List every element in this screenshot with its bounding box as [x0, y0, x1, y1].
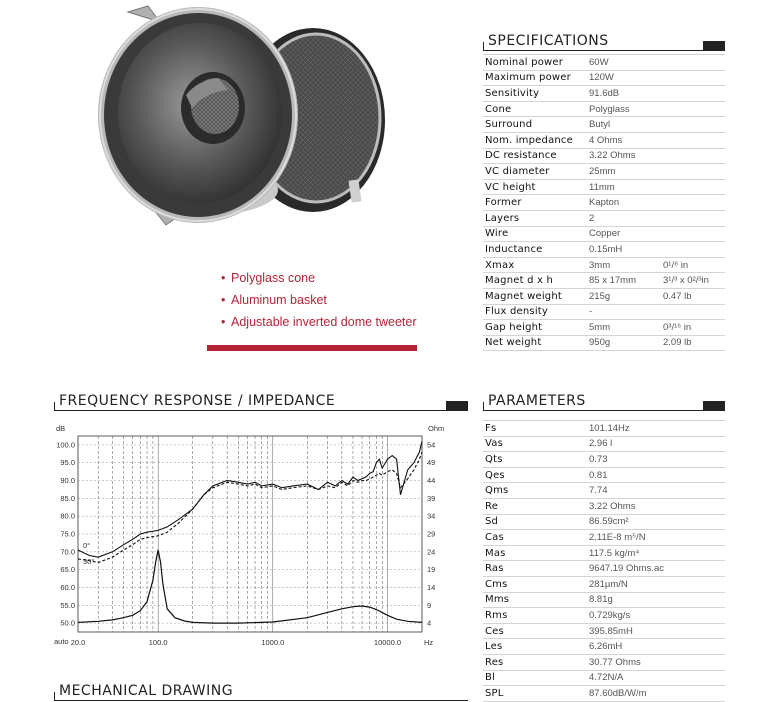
spec-row — [483, 101, 725, 117]
speaker-image — [88, 0, 398, 240]
bullet-icon: • — [221, 293, 226, 307]
parameter-label: Re — [483, 498, 589, 514]
spec-imperial — [663, 132, 725, 148]
spec-imperial: 0¹/⁸ in — [663, 257, 725, 273]
spec-row — [483, 288, 725, 304]
parameter-row — [483, 498, 725, 514]
spec-imperial — [663, 242, 725, 258]
y-tick-label: 100.0 — [56, 440, 75, 450]
parameter-value: 3.22 Ohms — [589, 498, 725, 514]
spec-imperial — [663, 70, 725, 86]
y2-tick-label: 9 — [427, 600, 432, 610]
x-tick-label: 1000.0 — [261, 638, 285, 647]
spec-row — [483, 164, 725, 180]
parameter-value: 101.14Hz — [589, 421, 725, 437]
x-axis-label: Hz — [424, 638, 434, 647]
y-tick-label: 60.0 — [60, 582, 75, 592]
parameter-label: Ces — [483, 623, 589, 639]
parameter-value: 4.72N/A — [589, 670, 725, 686]
parameter-label: Mms — [483, 592, 589, 608]
header-block-icon — [703, 41, 725, 51]
mechanical-header — [54, 680, 468, 701]
spec-row — [483, 304, 725, 320]
parameter-label: Les — [483, 639, 589, 655]
specifications-header — [483, 30, 725, 51]
spec-row — [483, 86, 725, 102]
spec-value: 950g — [589, 335, 663, 351]
parameter-label: Sd — [483, 514, 589, 530]
parameter-row — [483, 467, 725, 483]
y2-tick-label: 49 — [427, 458, 436, 468]
parameters-table — [483, 420, 725, 702]
frequency-title: FREQUENCY RESPONSE / IMPEDANCE — [59, 393, 336, 409]
x-tick-label: 20.0 — [70, 638, 86, 647]
feature-item — [221, 289, 417, 311]
spec-value: 11mm — [589, 179, 663, 195]
spec-label: Magnet d x h — [483, 273, 589, 289]
parameter-value: 6.26mH — [589, 639, 725, 655]
spec-value: 215g — [589, 288, 663, 304]
spec-imperial — [663, 304, 725, 320]
parameter-label: Vas — [483, 436, 589, 452]
spec-label: Net weight — [483, 335, 589, 351]
y-tick-label: 65.0 — [60, 565, 75, 575]
parameter-label: Qes — [483, 467, 589, 483]
parameter-row — [483, 623, 725, 639]
y-tick-label: 80.0 — [60, 511, 75, 521]
parameter-value: 87.60dB/W/m — [589, 686, 725, 702]
y-tick-label: 85.0 — [60, 493, 75, 503]
spec-value: 91.6dB — [589, 86, 663, 102]
spec-imperial — [663, 179, 725, 195]
parameter-label: Res — [483, 654, 589, 670]
specifications-table — [483, 54, 725, 351]
spec-label: DC resistance — [483, 148, 589, 164]
parameter-row — [483, 576, 725, 592]
spec-value: 85 x 17mm — [589, 273, 663, 289]
parameter-row — [483, 561, 725, 577]
frequency-response-chart — [50, 418, 470, 666]
feature-item — [221, 267, 417, 289]
parameter-label: Qms — [483, 483, 589, 499]
features-list — [207, 261, 417, 333]
spec-value: 5mm — [589, 320, 663, 336]
spec-label: Nominal power — [483, 55, 589, 71]
spec-value: 120W — [589, 70, 663, 86]
parameter-label: Ras — [483, 561, 589, 577]
angle-label-0: 0° — [83, 541, 91, 551]
spec-imperial: 0.47 lb — [663, 288, 725, 304]
spec-label: Nom. impedance — [483, 132, 589, 148]
bullet-icon: • — [221, 271, 226, 285]
header-tick — [483, 42, 484, 50]
feature-text: Adjustable inverted dome tweeter — [231, 315, 417, 329]
spec-value: Copper — [589, 226, 663, 242]
angle-label-30: 30° — [83, 556, 95, 566]
spec-value: 60W — [589, 55, 663, 71]
y-tick-label: 50.0 — [60, 618, 75, 628]
spec-imperial: 2.09 lb — [663, 335, 725, 351]
spec-value: - — [589, 304, 663, 320]
spec-imperial — [663, 101, 725, 117]
y2-axis-label: Ohm — [428, 424, 445, 433]
y-tick-label: 75.0 — [60, 529, 75, 539]
parameter-label: Cas — [483, 530, 589, 546]
parameter-row — [483, 608, 725, 624]
spec-row — [483, 226, 725, 242]
spec-label: Sensitivity — [483, 86, 589, 102]
spec-label: Former — [483, 195, 589, 211]
parameter-row — [483, 483, 725, 499]
parameter-value: 8.81g — [589, 592, 725, 608]
parameter-row — [483, 639, 725, 655]
feature-text: Aluminum basket — [231, 293, 327, 307]
parameter-label: Rms — [483, 608, 589, 624]
y-tick-label: 70.0 — [60, 547, 75, 557]
x-tick-label: 100.0 — [148, 638, 168, 647]
spec-row — [483, 117, 725, 133]
spec-label: Magnet weight — [483, 288, 589, 304]
spec-value: 2 — [589, 210, 663, 226]
parameter-value: 30.77 Ohms — [589, 654, 725, 670]
spec-row — [483, 242, 725, 258]
mechanical-title: MECHANICAL DRAWING — [59, 683, 234, 699]
parameter-value: 2.96 l — [589, 436, 725, 452]
x-tick-label: 10000.0 — [373, 638, 402, 647]
parameter-label: Bl — [483, 670, 589, 686]
y-tick-label: 55.0 — [60, 600, 75, 610]
series-line-2 — [78, 550, 422, 623]
spec-value: Polyglass — [589, 101, 663, 117]
y2-tick-label: 4 — [427, 618, 432, 628]
spec-label: Layers — [483, 210, 589, 226]
y2-tick-label: 19 — [427, 565, 436, 575]
parameter-value: 86.59cm² — [589, 514, 725, 530]
spec-row — [483, 132, 725, 148]
features-underline — [207, 345, 417, 351]
y2-tick-label: 39 — [427, 493, 436, 503]
y2-tick-label: 14 — [427, 582, 436, 592]
y2-tick-label: 29 — [427, 529, 436, 539]
spec-imperial — [663, 164, 725, 180]
parameter-value: 7.74 — [589, 483, 725, 499]
spec-value: Kapton — [589, 195, 663, 211]
parameter-value: 117.5 kg/m⁴ — [589, 545, 725, 561]
spec-label: Maximum power — [483, 70, 589, 86]
parameter-row — [483, 545, 725, 561]
feature-item — [221, 311, 417, 333]
spec-row — [483, 70, 725, 86]
spec-value: 3.22 Ohms — [589, 148, 663, 164]
y2-tick-label: 44 — [427, 476, 436, 486]
features-box — [207, 261, 417, 351]
bullet-icon: • — [221, 315, 226, 329]
specifications-title: SPECIFICATIONS — [488, 33, 609, 49]
spec-imperial — [663, 226, 725, 242]
spec-label: Inductance — [483, 242, 589, 258]
y-bottom-label: auto — [54, 637, 69, 646]
spec-label: Xmax — [483, 257, 589, 273]
parameter-label: SPL — [483, 686, 589, 702]
spec-row — [483, 320, 725, 336]
spec-value: 0.15mH — [589, 242, 663, 258]
spec-label: Gap height — [483, 320, 589, 336]
parameter-label: Cms — [483, 576, 589, 592]
spec-imperial — [663, 195, 725, 211]
y2-tick-label: 24 — [427, 547, 436, 557]
parameters-title: PARAMETERS — [488, 393, 586, 409]
parameter-value: 0.729kg/s — [589, 608, 725, 624]
header-block-icon — [446, 401, 468, 411]
y2-tick-label: 34 — [427, 511, 436, 521]
parameter-label: Fs — [483, 421, 589, 437]
frequency-header — [54, 390, 468, 411]
header-tick — [54, 402, 55, 410]
spec-label: Surround — [483, 117, 589, 133]
parameter-value: 281µm/N — [589, 576, 725, 592]
parameter-row — [483, 670, 725, 686]
spec-imperial — [663, 148, 725, 164]
spec-imperial: 3¹/³ x 0²/³in — [663, 273, 725, 289]
spec-row — [483, 210, 725, 226]
spec-label: Cone — [483, 101, 589, 117]
parameter-label: Qts — [483, 452, 589, 468]
parameter-row — [483, 530, 725, 546]
parameter-row — [483, 421, 725, 437]
parameters-header — [483, 390, 725, 411]
series-line-1 — [78, 452, 422, 563]
spec-label: Flux density — [483, 304, 589, 320]
parameter-value: 395.85mH — [589, 623, 725, 639]
spec-row — [483, 335, 725, 351]
header-block-icon — [703, 401, 725, 411]
spec-imperial — [663, 86, 725, 102]
spec-imperial — [663, 55, 725, 71]
y-tick-label: 90.0 — [60, 476, 75, 486]
y-tick-label: 95.0 — [60, 458, 75, 468]
spec-row — [483, 273, 725, 289]
spec-imperial — [663, 117, 725, 133]
spec-row — [483, 195, 725, 211]
spec-value: 4 Ohms — [589, 132, 663, 148]
parameter-value: 2.11E-8 m⁵/N — [589, 530, 725, 546]
spec-value: Butyl — [589, 117, 663, 133]
y2-tick-label: 54 — [427, 440, 436, 450]
spec-label: VC diameter — [483, 164, 589, 180]
spec-label: VC height — [483, 179, 589, 195]
spec-value: 3mm — [589, 257, 663, 273]
parameter-row — [483, 452, 725, 468]
spec-label: Wire — [483, 226, 589, 242]
header-tick — [483, 402, 484, 410]
parameter-row — [483, 592, 725, 608]
parameter-row — [483, 436, 725, 452]
spec-row — [483, 55, 725, 71]
spec-row — [483, 179, 725, 195]
parameter-value: 9647.19 Ohms.ac — [589, 561, 725, 577]
parameter-row — [483, 654, 725, 670]
spec-imperial: 0³/¹⁶ in — [663, 320, 725, 336]
y-axis-label: dB — [56, 424, 66, 433]
parameter-label: Mas — [483, 545, 589, 561]
spec-row — [483, 148, 725, 164]
chart-svg — [50, 418, 470, 666]
feature-text: Polyglass cone — [231, 271, 316, 285]
series-line-0 — [78, 441, 422, 557]
parameter-row — [483, 514, 725, 530]
parameter-value: 0.81 — [589, 467, 725, 483]
spec-imperial — [663, 210, 725, 226]
spec-value: 25mm — [589, 164, 663, 180]
spec-row — [483, 257, 725, 273]
parameter-value: 0.73 — [589, 452, 725, 468]
